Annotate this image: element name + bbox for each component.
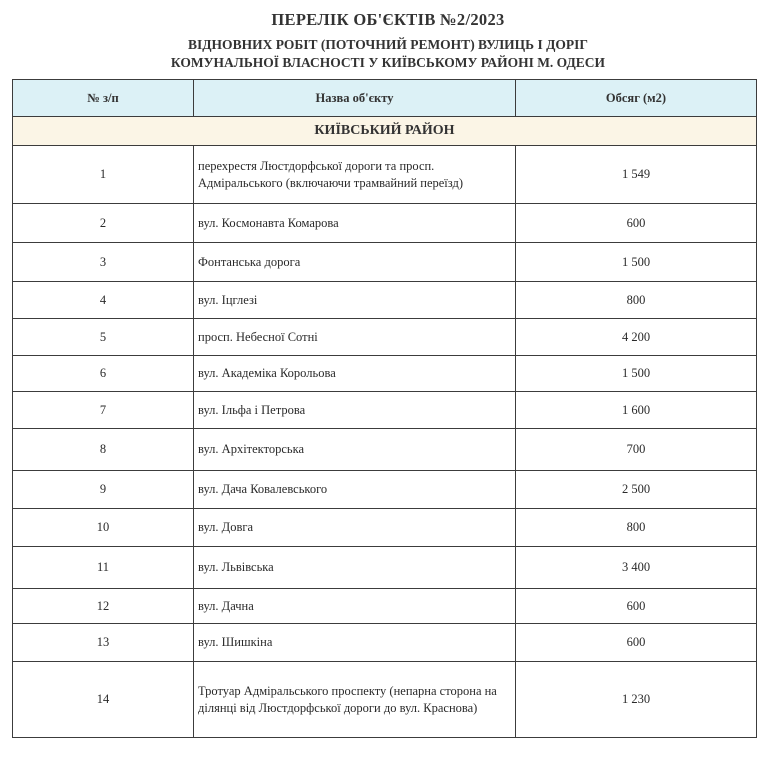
table-row [13, 204, 757, 243]
table-row [13, 319, 757, 356]
row-number: 2 [13, 204, 194, 243]
row-number: 9 [13, 471, 194, 509]
row-object-name: вул. Академіка Корольова [194, 356, 516, 392]
row-volume: 1 500 [516, 356, 757, 392]
table-row [13, 662, 757, 738]
table-row [13, 547, 757, 589]
table-row [13, 356, 757, 392]
table-header-row [13, 80, 757, 117]
row-number: 11 [13, 547, 194, 589]
row-volume: 3 400 [516, 547, 757, 589]
column-header-number: № з/п [13, 80, 194, 117]
row-volume: 600 [516, 204, 757, 243]
objects-table [12, 79, 757, 738]
row-volume: 1 230 [516, 662, 757, 738]
row-object-name: вул. Дача Ковалевського [194, 471, 516, 509]
row-object-name: вул. Довга [194, 509, 516, 547]
document-subtitle-line-1: ВІДНОВНИХ РОБІТ (ПОТОЧНИЙ РЕМОНТ) ВУЛИЦЬ І ДОРІГ [188, 37, 588, 52]
row-object-name: Фонтанська дорога [194, 243, 516, 282]
row-volume: 2 500 [516, 471, 757, 509]
row-volume: 1 600 [516, 392, 757, 429]
row-number: 7 [13, 392, 194, 429]
document-subtitle-line-2: КОМУНАЛЬНОЇ ВЛАСНОСТІ У КИЇВСЬКОМУ РАЙОНІ М. ОДЕСИ [170, 55, 606, 70]
row-number: 4 [13, 282, 194, 319]
row-number: 6 [13, 356, 194, 392]
row-volume: 1 549 [516, 146, 757, 204]
table-row [13, 282, 757, 319]
table-row [13, 392, 757, 429]
row-volume: 800 [516, 509, 757, 547]
row-number: 10 [13, 509, 194, 547]
row-volume: 700 [516, 429, 757, 471]
table-row [13, 429, 757, 471]
district-row [13, 117, 757, 146]
row-volume: 600 [516, 624, 757, 662]
table-row [13, 471, 757, 509]
table-body [13, 117, 757, 738]
row-object-name: вул. Іцглезі [194, 282, 516, 319]
row-volume: 800 [516, 282, 757, 319]
row-volume: 600 [516, 589, 757, 624]
table-row [13, 589, 757, 624]
column-header-volume: Обсяг (м2) [516, 80, 757, 117]
row-number: 8 [13, 429, 194, 471]
row-object-name: вул. Шишкіна [194, 624, 516, 662]
table-row [13, 243, 757, 282]
row-number: 3 [13, 243, 194, 282]
row-object-name: вул. Дачна [194, 589, 516, 624]
row-number: 12 [13, 589, 194, 624]
row-number: 14 [13, 662, 194, 738]
row-object-name: Тротуар Адміральського проспекту (непарна сторона на ділянці від Люстдорфської дороги до вул. Краснова) [194, 662, 516, 738]
table-row [13, 624, 757, 662]
row-number: 1 [13, 146, 194, 204]
document-title: ПЕРЕЛІК ОБ'ЄКТІВ №2/2023 [271, 10, 505, 29]
row-number: 5 [13, 319, 194, 356]
row-object-name: просп. Небесної Сотні [194, 319, 516, 356]
row-object-name: вул. Львівська [194, 547, 516, 589]
table-row [13, 509, 757, 547]
row-number: 13 [13, 624, 194, 662]
table-row [13, 146, 757, 204]
row-object-name: вул. Ільфа і Петрова [194, 392, 516, 429]
row-object-name: перехрестя Люстдорфської дороги та просп. Адміральського (включаючи трамвайний переїзд) [194, 146, 516, 204]
row-object-name: вул. Космонавта Комарова [194, 204, 516, 243]
column-header-name: Назва об'єкту [194, 80, 516, 117]
row-volume: 4 200 [516, 319, 757, 356]
row-object-name: вул. Архітекторська [194, 429, 516, 471]
district-label: КИЇВСЬКИЙ РАЙОН [13, 117, 757, 146]
row-volume: 1 500 [516, 243, 757, 282]
